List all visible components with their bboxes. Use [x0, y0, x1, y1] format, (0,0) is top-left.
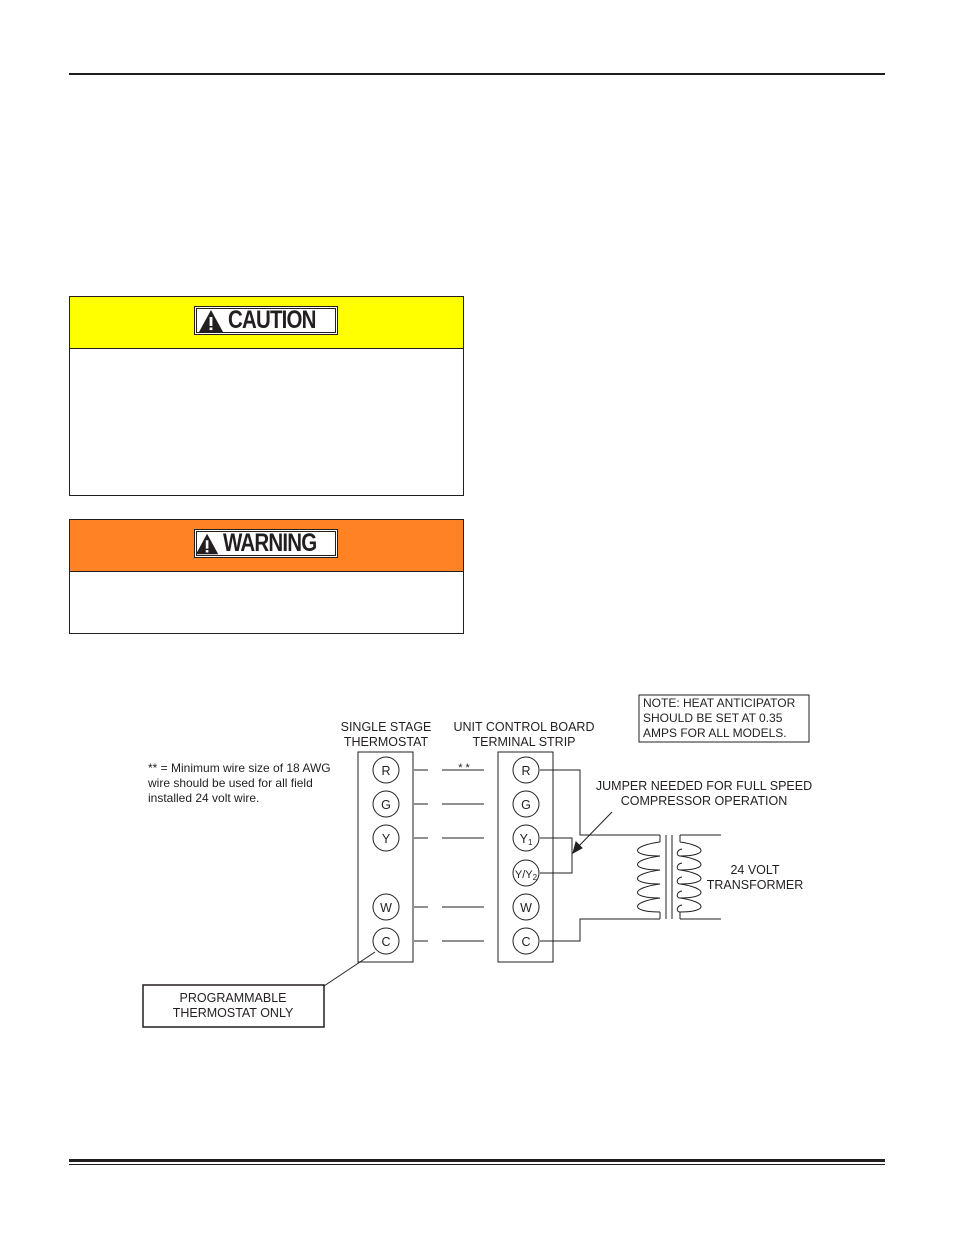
- thermostat-terminal-block: [358, 752, 413, 962]
- heat-note-line2: SHOULD BE SET AT 0.35: [643, 711, 783, 725]
- wire-note-line1: ** = Minimum wire size of 18 AWG: [148, 761, 331, 775]
- jumper-note-line1: JUMPER NEEDED FOR FULL SPEED: [595, 779, 813, 793]
- thermostat-label-r: R: [381, 764, 391, 778]
- jumper-arrow: [575, 812, 612, 850]
- thermostat-label-c: C: [381, 935, 391, 949]
- jumper-note-line2: COMPRESSOR OPERATION: [620, 794, 788, 808]
- thermostat-label-w: W: [380, 901, 392, 915]
- board-title-line2: TERMINAL STRIP: [472, 735, 576, 749]
- transformer-primary-coil: [638, 835, 661, 919]
- board-label-g: G: [521, 798, 531, 812]
- wire-note-line2: wire should be used for all field: [148, 776, 313, 790]
- programmable-note-line1: PROGRAMMABLE: [179, 991, 287, 1005]
- jumper-wire: [540, 838, 572, 873]
- board-label-y-y2: Y/Y2: [514, 869, 538, 882]
- board-label-r: R: [521, 764, 531, 778]
- thermostat-title-line1: SINGLE STAGE: [340, 720, 432, 734]
- transformer-secondary-coil: [677, 835, 701, 919]
- board-label-w: W: [520, 901, 532, 915]
- thermostat-label-g: G: [381, 798, 391, 812]
- heat-note-line3: AMPS FOR ALL MODELS.: [643, 726, 787, 740]
- thermostat-label-y: Y: [381, 832, 391, 846]
- transformer-label-line1: 24 VOLT: [730, 863, 780, 877]
- programmable-leader: [324, 952, 375, 986]
- wire-note-line3: installed 24 volt wire.: [148, 791, 260, 805]
- transformer-label-line2: TRANSFORMER: [706, 878, 804, 892]
- board-terminal-block: [498, 752, 553, 962]
- caution-label: CAUTION: [227, 306, 316, 334]
- warning-label: WARNING: [223, 529, 317, 557]
- heat-note-line1: NOTE: HEAT ANTICIPATOR: [643, 696, 796, 710]
- footer-rule-thick: [69, 1159, 885, 1162]
- transformer-wire-c: [540, 919, 660, 941]
- board-label-y1: Y1: [519, 832, 533, 847]
- wire-size-mark: * *: [458, 762, 470, 774]
- board-label-c: C: [521, 935, 531, 949]
- programmable-note-line2: THERMOSTAT ONLY: [172, 1006, 294, 1020]
- footer-rule-thin: [69, 1164, 885, 1165]
- board-title-line1: UNIT CONTROL BOARD: [453, 720, 595, 734]
- thermostat-title-line2: THERMOSTAT: [343, 735, 429, 749]
